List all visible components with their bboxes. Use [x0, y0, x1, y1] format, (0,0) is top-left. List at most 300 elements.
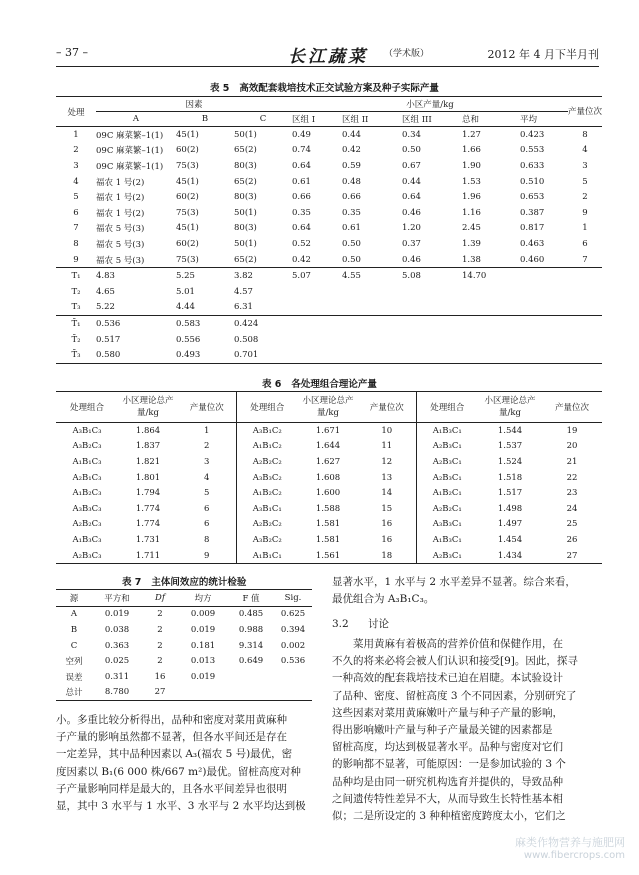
t5-cell: 1.96	[462, 192, 481, 203]
t7-cell: 0.038	[104, 624, 130, 635]
t5-cell: T̄₁	[71, 318, 81, 329]
t6-cell: 1.544	[497, 425, 523, 436]
t6-cell: A₂B₂C₂	[252, 456, 282, 467]
t5-cell	[342, 284, 402, 300]
t5-cell: 50(1)	[234, 127, 292, 143]
t6-cell: A₂B₂C₂	[252, 519, 282, 530]
t6-cell: 8	[178, 532, 236, 548]
t6-cell: 1.498	[497, 503, 523, 514]
t6-cell: A₂B₂C₃	[72, 519, 102, 530]
t7-cell: 0.625	[280, 609, 306, 620]
t5-cell: 4	[582, 145, 588, 156]
t5-cell	[342, 300, 402, 316]
t5-cell	[292, 300, 342, 316]
t5-cell: 9	[56, 252, 96, 268]
t6-cell: 12	[358, 454, 416, 470]
t5-cell: 福农 1 号(2)	[96, 208, 145, 219]
t5-cell: 0.74	[292, 145, 311, 156]
t5-cell: 0.49	[292, 127, 342, 143]
t5-cell: 0.66	[342, 192, 361, 203]
table-row	[56, 236, 602, 252]
t5-cell: 0.37	[402, 238, 421, 249]
t5-cell: 75(3)	[176, 207, 199, 218]
t5-cell: 80(3)	[234, 192, 257, 203]
section-number: 3.2	[332, 618, 349, 630]
t6-cell: 20	[566, 441, 578, 452]
table-row	[56, 174, 602, 190]
table-row	[56, 189, 602, 205]
t6-cell: 1.518	[497, 472, 523, 483]
table-row	[56, 332, 602, 348]
table-row	[56, 532, 602, 548]
t7-cell: 0.536	[280, 656, 306, 667]
t6-cell: 23	[566, 488, 578, 499]
t5-cell: 0.387	[520, 207, 545, 218]
t5-cell: 0.66	[292, 192, 311, 203]
t6-cell: 6	[178, 501, 236, 517]
t5-cell: 45(1)	[176, 223, 199, 234]
t7-header-cell: Df	[142, 590, 178, 607]
t7-header-cell: F 值	[228, 590, 274, 607]
t5-cell: 0.517	[96, 334, 121, 345]
left-paragraph	[56, 712, 318, 815]
journal-name: 长江蔬菜	[288, 47, 368, 67]
text-line: 之间遗传特性差异不大，从而导致生长特性基本相	[332, 792, 563, 805]
t5-cell: 6	[73, 207, 79, 218]
t5-cell: 65(2)	[234, 176, 257, 187]
t6-cell: 1.627	[315, 456, 341, 467]
section-heading	[332, 616, 389, 631]
t5-cell: 1.16	[462, 207, 481, 218]
table6	[56, 391, 602, 564]
t5-cell: 75(3)	[176, 160, 199, 171]
table-row	[56, 638, 312, 654]
t5-h-r1: 区组 I	[292, 115, 316, 125]
t6-cell: 26	[566, 534, 578, 545]
t7-cell: 0.002	[280, 640, 306, 651]
t5-cell: 0.510	[520, 176, 545, 187]
t5-cell: 0.580	[96, 347, 176, 363]
t6-cell: 27	[542, 548, 602, 564]
table5	[56, 96, 602, 364]
t6-cell: A₂B₃C₁	[416, 548, 478, 564]
t5-cell: 65(2)	[234, 145, 257, 156]
t5-cell: 09C 麻菜繁–1(1)	[96, 161, 164, 172]
t6-h-combo-2: 处理组合	[236, 392, 298, 423]
right-paragraph-top	[332, 574, 604, 608]
t6-cell: 1.837	[135, 441, 161, 452]
t5-cell	[292, 347, 602, 363]
text-line: 这些因素对菜用黄麻嫩叶产量与种子产量的影响，	[332, 706, 563, 719]
t5-cell: 50(1)	[234, 238, 257, 249]
t5-cell: 0.460	[520, 252, 568, 268]
header-rule	[56, 66, 599, 67]
t6-cell: 24	[566, 503, 578, 514]
t6-cell: 19	[566, 425, 578, 436]
t6-cell: 11	[358, 439, 416, 455]
table-row	[56, 127, 602, 143]
t5-cell: 14.70	[462, 271, 487, 282]
text-line: 子产量影响同样是最大的，且各水平间差异也很明	[56, 782, 287, 795]
t5-cell: 0.424	[234, 318, 259, 329]
t5-cell: 0.52	[292, 238, 311, 249]
t6-h-yield-1: 小区理论总产量/kg	[118, 392, 178, 423]
table-row	[56, 606, 312, 622]
t7-cell: C	[70, 640, 78, 651]
issue-date: 2012 年 4 月下半月刊	[487, 48, 599, 61]
text-line: 似；二是所设定的 3 种种植密度跨度太小，它们之	[332, 810, 566, 823]
t6-body	[56, 423, 602, 564]
t5-cell	[292, 316, 602, 332]
t5-cell: 1	[582, 223, 588, 234]
table-row	[56, 501, 602, 517]
t6-cell: 1.671	[315, 425, 341, 436]
t6-cell: 4	[178, 470, 236, 486]
t5-cell	[462, 284, 602, 300]
t7-header-cell: 源	[56, 590, 92, 607]
t5-cell: 1.38	[462, 252, 520, 268]
t5-cell: 4.55	[342, 271, 361, 282]
t5-cell: 0.50	[342, 238, 361, 249]
t6-cell: A₁B₁C₂	[252, 441, 282, 452]
t6-cell: A₂B₃C₁	[432, 456, 462, 467]
t6-cell: 1.794	[135, 488, 161, 499]
table-row	[56, 284, 602, 300]
t5-h-r3: 区组 III	[402, 115, 432, 125]
t6-cell: A₁B₃C₁	[432, 425, 462, 436]
t5-cell: 福农 5 号(3)	[96, 252, 176, 268]
t6-cell: 1.608	[315, 472, 341, 483]
t6-cell: A₁B₁C₃	[72, 456, 102, 467]
table-row	[56, 221, 602, 237]
t6-h-yield-2: 小区理论总产量/kg	[298, 392, 358, 423]
t5-cell	[402, 300, 462, 316]
t6-cell: 1.588	[315, 503, 341, 514]
t6-cell: 1	[178, 423, 236, 439]
t5-cell: 0.653	[520, 192, 545, 203]
text-line: 了品种、密度、留桩高度 3 个不同因素，分别研究了	[332, 689, 577, 702]
t6-cell: 1.517	[497, 488, 523, 499]
t5-h-b: B	[201, 114, 209, 124]
t5-cell: 0.536	[96, 318, 121, 329]
t6-cell: 1.801	[135, 472, 161, 483]
t6-cell: A₃B₃C₃	[72, 503, 102, 514]
t5-cell: 0.508	[234, 334, 259, 345]
t7-cell: 0.311	[104, 671, 130, 682]
t5-cell: 4.65	[96, 286, 115, 297]
t7-cell	[274, 685, 312, 701]
text-line: 显著水平，1 水平与 2 水平差异不显著。综合来看，	[332, 576, 576, 588]
t5-cell: 2	[582, 192, 588, 203]
t5-cell: 8	[568, 127, 602, 143]
table-row	[56, 423, 602, 439]
t7-cell	[228, 669, 274, 685]
t7-cell: 2	[157, 624, 163, 635]
watermark-line2: www.fibercrops.com	[523, 850, 625, 861]
t6-cell: 1.864	[135, 425, 161, 436]
table-row	[56, 685, 312, 701]
t5-cell: 0.34	[402, 127, 462, 143]
t6-cell: 1.434	[478, 548, 542, 564]
t7-cell: 误差	[65, 672, 83, 683]
t6-cell: A₃B₁C₂	[252, 425, 282, 436]
t5-cell: 6	[582, 238, 588, 249]
t5-cell: 9	[582, 207, 588, 218]
t5-cell: 0.583	[176, 318, 201, 329]
t5-cell: 福农 5 号(3)	[96, 224, 145, 235]
t5-h-r2: 区组 II	[342, 115, 369, 125]
t6-cell: 13	[358, 470, 416, 486]
t7-cell: B	[70, 624, 78, 635]
t6-h-rank-1: 产量位次	[178, 392, 236, 423]
text-line: 小。多重比较分析得出，品种和密度对菜用黄麻种	[56, 714, 287, 726]
t7-cell: 9.314	[238, 640, 264, 651]
t5-cell: 2.45	[462, 223, 481, 234]
t6-cell: A₃B₁C₁	[252, 503, 282, 514]
t6-cell: 1.774	[135, 519, 161, 530]
text-line: 最优组合为 A₃B₁C₃。	[332, 593, 435, 606]
t7-cell	[274, 669, 312, 685]
t5-cell: 60(2)	[176, 192, 199, 203]
t6-cell: 16	[358, 517, 416, 533]
t6-cell: 1.497	[497, 519, 523, 530]
t5-cell: 8	[73, 238, 79, 249]
t5-cell: 5.01	[176, 286, 195, 297]
table-row	[56, 517, 602, 533]
t6-cell: 1.821	[135, 456, 161, 467]
t7-cell: 16	[154, 671, 166, 682]
watermark-line1: 麻类作物营养与施肥网	[515, 836, 625, 849]
t5-cell: 1.20	[402, 223, 421, 234]
t5-cell: 5.25	[176, 271, 195, 282]
text-line: 子产量的影响虽然都不显著，但各水平间还是存在	[56, 731, 287, 744]
text-line: 的影响都不显著，可能原因：一是参加试验的 3 个	[332, 758, 566, 771]
table7	[56, 589, 312, 701]
t7-cell: 2	[157, 656, 163, 667]
t5-cell: 2	[73, 145, 79, 156]
t7-cell: 0.013	[190, 656, 216, 667]
t6-cell: 18	[358, 548, 416, 564]
t7-cell: 0.181	[190, 640, 216, 651]
table-row	[56, 252, 602, 268]
t6-cell: A₁B₃C₁	[432, 534, 462, 545]
text-line: 留桩高度，均达到极显著水平。品种与密度对它们	[332, 741, 563, 754]
t6-cell: A₂B₃C₃	[56, 548, 118, 564]
t5-cell: 3	[582, 160, 588, 171]
t6-cell: A₂B₂C₁	[432, 503, 462, 514]
t5-cell: 1.90	[462, 160, 481, 171]
t5-cell: 0.463	[520, 238, 545, 249]
t5-h-avg: 平均	[520, 115, 538, 125]
table-row	[56, 669, 312, 685]
t5-cell: 0.701	[234, 347, 292, 363]
t5-cell: T̄₂	[71, 334, 81, 345]
t7-cell: 27	[142, 685, 178, 701]
t5-cell: 7	[73, 223, 79, 234]
table5-caption: 表 5 高效配套栽培技术正交试验方案及种子实际产量	[210, 83, 439, 94]
table-row	[56, 622, 312, 638]
t5-h-c: C	[259, 114, 267, 124]
t6-cell: A₁B₃C₃	[72, 534, 102, 545]
t6-cell: 15	[358, 501, 416, 517]
t5-cell: 3.82	[234, 271, 253, 282]
t5-cell: 80(3)	[234, 223, 257, 234]
t5-body	[56, 127, 602, 364]
t7-cell: 8.780	[92, 685, 142, 701]
t5-cell: 3	[73, 160, 79, 171]
t5-h-rank: 产量位次	[568, 97, 602, 127]
t5-cell: 0.633	[520, 160, 545, 171]
t5-cell: 5.22	[96, 300, 176, 316]
t5-cell: 5.07	[292, 271, 311, 282]
table-row	[56, 548, 602, 564]
t5-cell: 5	[73, 192, 79, 203]
section-title: 讨论	[368, 618, 390, 630]
t5-cell: 4.83	[96, 271, 115, 282]
t7-header-cell: 均方	[178, 590, 228, 607]
t5-cell	[292, 332, 602, 348]
t5-h-a: A	[132, 114, 140, 124]
t6-cell: 1.561	[298, 548, 358, 564]
t5-h-factor: 因素	[96, 97, 292, 112]
t6-cell: 16	[358, 532, 416, 548]
t5-cell: 0.64	[292, 223, 311, 234]
t5-cell	[402, 284, 462, 300]
t6-cell: 1.454	[497, 534, 523, 545]
t5-cell: 0.817	[520, 223, 545, 234]
t5-cell: 0.61	[292, 176, 311, 187]
table-row	[56, 454, 602, 470]
t5-cell: 60(2)	[176, 145, 199, 156]
t7-cell: 0.649	[238, 656, 264, 667]
t6-h-rank-2: 产量位次	[358, 392, 416, 423]
t6-cell: A₃B₂C₃	[72, 441, 102, 452]
t7-cell: 0.019	[104, 609, 130, 620]
t7-cell: 0.009	[190, 609, 216, 620]
t6-cell: A₁B₂C₃	[72, 488, 102, 499]
t5-cell: 福农 5 号(3)	[96, 239, 145, 250]
t6-cell: 1.537	[497, 441, 523, 452]
t5-cell: 1	[56, 127, 96, 143]
t6-cell: 14	[358, 485, 416, 501]
t5-cell: T₂	[71, 286, 81, 297]
t6-h-yield-3: 小区理论总产量/kg	[478, 392, 542, 423]
t7-body	[56, 606, 312, 701]
t5-cell: 0.67	[402, 160, 421, 171]
t5-cell: 0.35	[342, 207, 361, 218]
t5-cell: 0.35	[292, 207, 311, 218]
text-line: 一定差异，其中品种因素以 A₃(福农 5 号)最优，密	[56, 748, 293, 761]
t6-cell: A₃B₃C₁	[432, 519, 462, 530]
t5-cell: 4.57	[234, 286, 253, 297]
text-line: 一种高效的配套栽培技术已迫在眉睫。本试验设计	[332, 672, 563, 685]
t5-cell: 0.44	[342, 127, 402, 143]
table-row	[56, 485, 602, 501]
t6-cell: 10	[358, 423, 416, 439]
t5-cell: 5	[582, 176, 588, 187]
right-paragraph	[332, 636, 604, 825]
t5-cell: T̄₃	[56, 347, 96, 363]
t6-cell: 2	[178, 439, 236, 455]
t6-cell: A₁B₂C₂	[252, 488, 282, 499]
t6-cell: 6	[178, 517, 236, 533]
t5-cell: 80(3)	[234, 160, 257, 171]
table-row	[56, 439, 602, 455]
table-row	[56, 653, 312, 669]
t6-cell: A₂B₃C₁	[432, 472, 462, 483]
t7-cell	[228, 685, 274, 701]
t6-cell: 1.774	[135, 503, 161, 514]
t5-cell: 45(1)	[176, 176, 199, 187]
t5-cell: T₁	[71, 271, 81, 282]
table-row	[56, 158, 602, 174]
t5-cell: 0.46	[402, 252, 462, 268]
t6-cell: 3	[178, 454, 236, 470]
t6-cell: A₃B₂C₂	[252, 534, 282, 545]
t5-cell: 50(1)	[234, 207, 257, 218]
running-header	[56, 44, 599, 67]
t5-cell: 09C 麻菜繁–1(1)	[96, 146, 164, 157]
table-row	[56, 347, 602, 363]
t5-cell: 45(1)	[176, 127, 234, 143]
t6-h-rank-3: 产量位次	[542, 392, 602, 423]
text-line: 不久的将来必将会被人们认识和接受[9]。因此，探寻	[332, 655, 578, 668]
t5-cell: 4	[73, 176, 79, 187]
t5-h-treatment: 处理	[56, 97, 96, 127]
t7-cell: 0.485	[238, 609, 264, 620]
t6-h-combo-3: 处理组合	[416, 392, 478, 423]
t5-cell: 1.27	[462, 127, 520, 143]
t5-cell: 09C 麻菜繁–1(1)	[96, 127, 176, 143]
t5-cell: 65(2)	[234, 252, 292, 268]
t6-cell: A₁B₁C₁	[236, 548, 298, 564]
t5-cell: 1.66	[462, 145, 481, 156]
t6-cell: 1.581	[315, 519, 341, 530]
t7-cell: 0.988	[238, 624, 264, 635]
t7-cell: 0.394	[280, 624, 306, 635]
t6-cell: 5	[178, 485, 236, 501]
t5-cell: 0.423	[520, 127, 568, 143]
t5-cell: 福农 1 号(2)	[96, 177, 145, 188]
t6-cell: 25	[566, 519, 578, 530]
t6-cell: 1.731	[135, 534, 161, 545]
t5-cell: 0.61	[342, 223, 361, 234]
t5-cell: 0.556	[176, 334, 201, 345]
t5-cell	[292, 284, 342, 300]
t5-cell: 60(2)	[176, 238, 199, 249]
t5-cell: 0.42	[342, 145, 361, 156]
table6-caption: 表 6 各处理组合理论产量	[262, 379, 377, 390]
table-row	[56, 470, 602, 486]
t5-cell: 75(3)	[176, 252, 234, 268]
page-number: – 37 –	[56, 46, 88, 59]
t7-cell	[178, 685, 228, 701]
t7-cell: 2	[157, 640, 163, 651]
watermark	[515, 834, 625, 861]
t5-cell: 0.59	[342, 160, 361, 171]
t5-cell: 0.50	[402, 145, 421, 156]
t6-cell: 22	[566, 472, 578, 483]
t7-cell: 总计	[56, 685, 92, 701]
t5-cell: 0.64	[402, 192, 421, 203]
t5-cell: 5.08	[402, 271, 421, 282]
t6-cell: 1.644	[315, 441, 341, 452]
table-row	[56, 143, 602, 159]
t5-cell: 1.53	[462, 176, 481, 187]
t5-cell: 0.48	[342, 176, 361, 187]
t6-cell: 1.600	[315, 488, 341, 499]
t6-cell: 21	[566, 456, 578, 467]
